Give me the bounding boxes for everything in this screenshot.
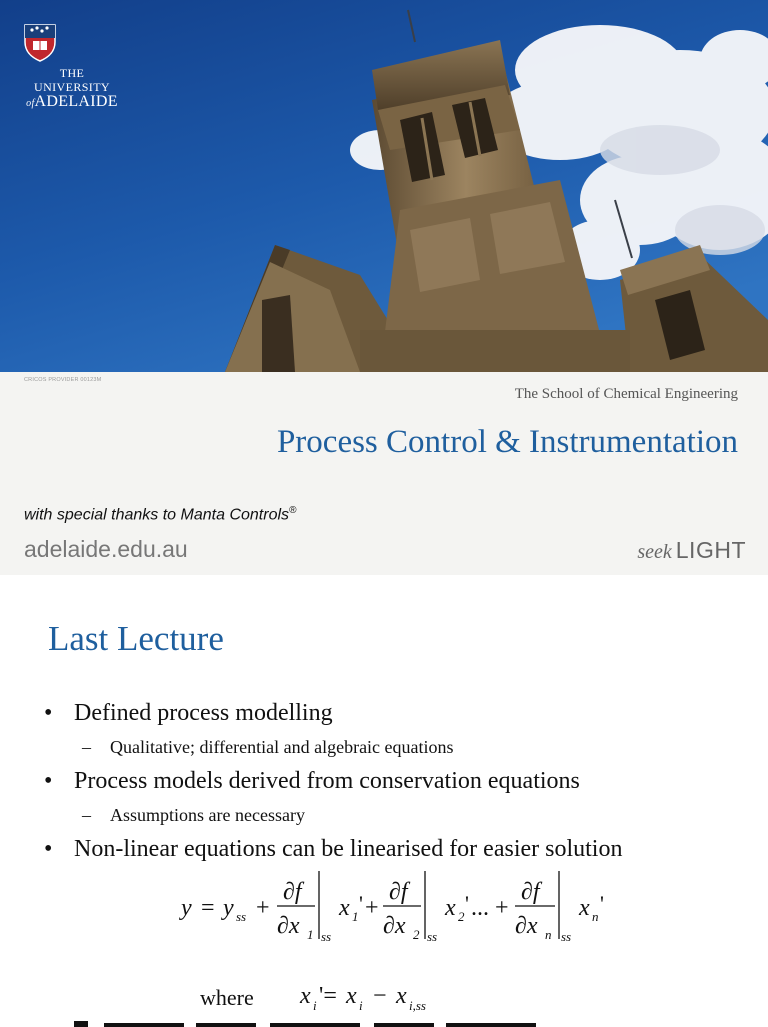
eq-dx: ∂x — [277, 913, 300, 939]
eq-sub: n — [545, 927, 552, 942]
linearisation-equation — [175, 863, 615, 953]
eq-ss-sub: ss — [561, 929, 572, 944]
eq-sub: 1 — [352, 909, 359, 924]
eq-xi: x — [346, 983, 357, 1009]
eq-prime: ' — [600, 891, 604, 916]
eq-ss-sub: ss — [236, 909, 247, 924]
eq-sub: 2 — [413, 927, 420, 942]
sub-bullet-marker: – — [82, 737, 91, 757]
cropped-next-bullet — [74, 1017, 674, 1027]
eq-sub: 2 — [458, 909, 465, 924]
eq-df: ∂f — [283, 879, 302, 905]
eq-plus: + — [495, 895, 509, 921]
bullet-marker: • — [44, 700, 53, 726]
where-label: where — [200, 985, 254, 1010]
eq-x: x — [339, 895, 350, 921]
eq-x: x — [445, 895, 456, 921]
seek-light-tagline — [637, 537, 746, 564]
eq-sub: n — [592, 909, 599, 924]
slide-title: Last Lecture — [48, 619, 224, 658]
tagline-light: LIGHT — [675, 537, 746, 563]
logo-line-university: THE UNIVERSITY — [34, 66, 110, 94]
logo-of: of — [26, 98, 35, 109]
eq-xi: x — [396, 983, 407, 1009]
eq-ellipsis: ... — [471, 895, 489, 921]
cricos-provider: CRICOS PROVIDER 00123M — [24, 377, 102, 383]
acknowledgement-text: with special thanks to Manta Controls — [24, 506, 290, 524]
eq-prime-equals: '= — [319, 983, 337, 1009]
website-link[interactable]: adelaide.edu.au — [24, 536, 188, 562]
eq-minus: − — [373, 983, 387, 1009]
bullet-text: Process models derived from conservation equations — [74, 768, 580, 794]
registered-mark: ® — [289, 505, 297, 516]
eq-ss-sub: ss — [427, 929, 438, 944]
eq-iss-sub: i,ss — [409, 998, 426, 1013]
sub-bullet-item — [82, 737, 454, 758]
bullet-marker: • — [44, 836, 53, 862]
school-name: The School of Chemical Engineering — [514, 386, 738, 402]
course-title: Process Control & Instrumentation — [276, 424, 738, 460]
eq-plus: + — [365, 895, 379, 921]
sub-bullet-marker: – — [82, 805, 91, 825]
tagline-seek: seek — [637, 541, 672, 563]
sub-bullet-text: Qualitative; differential and algebraic equations — [110, 737, 454, 757]
bullet-item — [44, 836, 623, 863]
eq-i-sub: i — [313, 998, 317, 1013]
eq-prime: ' — [465, 891, 469, 916]
eq-dx: ∂x — [515, 913, 538, 939]
eq-xi: x — [300, 983, 311, 1009]
eq-df: ∂f — [389, 879, 408, 905]
bullet-item — [44, 700, 333, 727]
last-lecture-slide — [0, 575, 768, 1024]
eq-sub: 1 — [307, 927, 314, 942]
sub-bullet-text: Assumptions are necessary — [110, 805, 305, 825]
eq-x: x — [579, 895, 590, 921]
eq-ss-sub: ss — [321, 929, 332, 944]
bullet-text: Non-linear equations can be linearised for easier solution — [74, 836, 623, 862]
bullet-item — [44, 768, 580, 795]
logo-adelaide: ADELAIDE — [34, 93, 118, 110]
eq-equals: = — [201, 895, 215, 921]
eq-yss: y — [223, 895, 234, 921]
eq-i-sub: i — [359, 998, 363, 1013]
eq-dx: ∂x — [383, 913, 406, 939]
deviation-variable-equation — [298, 977, 468, 1017]
bullet-marker: • — [44, 768, 53, 794]
eq-df: ∂f — [521, 879, 540, 905]
crest-icon — [22, 22, 58, 62]
logo-line-adelaide — [22, 94, 122, 112]
eq-plus: + — [256, 895, 270, 921]
eq-y: y — [181, 895, 192, 921]
eq-prime: ' — [359, 891, 363, 916]
university-logo[interactable] — [22, 22, 122, 112]
bullet-text: Defined process modelling — [74, 700, 333, 726]
acknowledgement — [24, 505, 296, 524]
hero-photo — [0, 0, 768, 372]
sub-bullet-item — [82, 805, 305, 826]
